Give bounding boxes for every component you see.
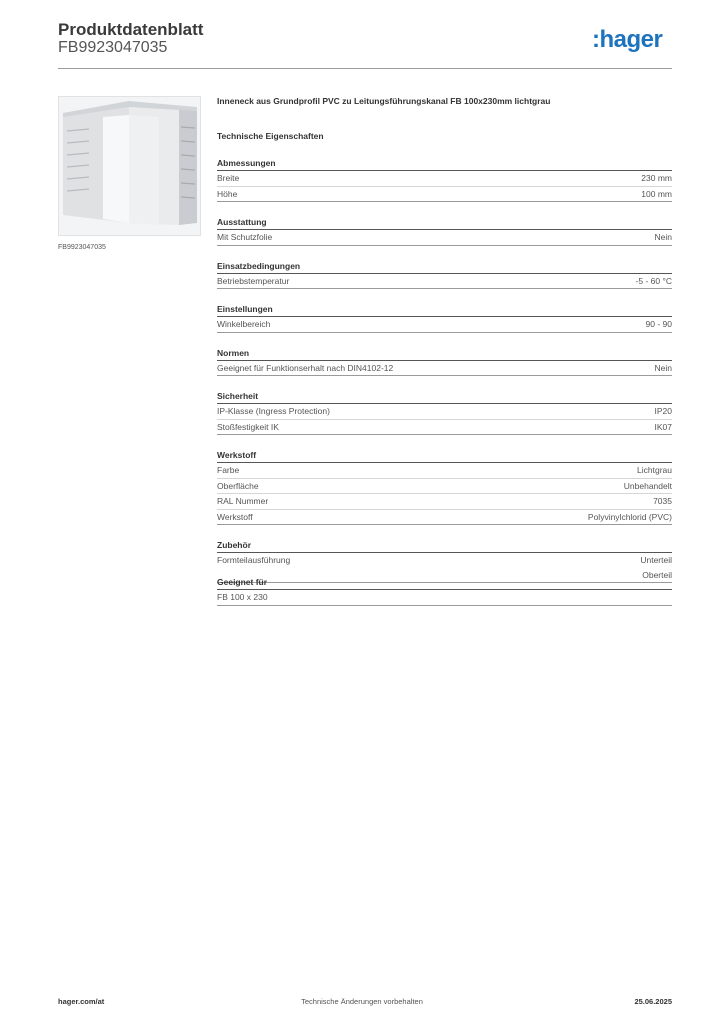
section-standards [217, 348, 672, 377]
section-suitable-for [217, 577, 672, 606]
spec-label: Oberfläche [217, 480, 259, 491]
section-material [217, 450, 672, 525]
spec-row [217, 510, 672, 526]
spec-label: FB 100 x 230 [217, 592, 268, 602]
footer-date: 25.06.2025 [634, 997, 672, 1006]
spec-row [217, 187, 672, 203]
section-title: Geeignet für [217, 577, 672, 590]
spec-row [217, 494, 672, 510]
logo-dots-icon: : [592, 26, 600, 53]
spec-value: 100 mm [641, 188, 672, 199]
spec-value: Nein [654, 232, 672, 242]
section-dimensions [217, 158, 672, 202]
inner-corner-illustration [59, 97, 200, 235]
section-title: Zubehör [217, 540, 672, 553]
section-title: Abmessungen [217, 158, 672, 171]
spec-row [217, 463, 672, 479]
spec-label: IP-Klasse (Ingress Protection) [217, 406, 330, 416]
spec-row [217, 317, 672, 333]
spec-label: Breite [217, 173, 240, 183]
page-title: Produktdatenblatt [58, 20, 204, 39]
spec-label: Farbe [217, 465, 240, 475]
technical-properties-heading: Technische Eigenschaften [217, 131, 324, 141]
logo-text: hager [599, 26, 663, 53]
section-title: Normen [217, 348, 672, 361]
section-title: Einstellungen [217, 304, 672, 317]
spec-label: RAL Nummer [217, 496, 269, 506]
spec-value: IP20 [654, 406, 672, 416]
spec-row [217, 171, 672, 187]
spec-row [217, 590, 672, 606]
spec-value-line: Unterteil [640, 555, 672, 565]
spec-row [217, 230, 672, 246]
spec-value: 7035 [653, 496, 672, 506]
section-safety [217, 391, 672, 435]
spec-value: Lichtgrau [637, 465, 672, 475]
spec-row [217, 361, 672, 377]
product-image [58, 96, 201, 236]
spec-label: Stoßfestigkeit IK [217, 421, 279, 432]
image-caption: FB9923047035 [58, 244, 106, 251]
section-operating-conditions [217, 261, 672, 290]
spec-row [217, 479, 672, 495]
spec-value-line: Oberteil [642, 569, 672, 580]
spec-value: Unbehandelt [623, 480, 672, 491]
spec-value: IK07 [654, 421, 672, 432]
spec-row [217, 420, 672, 436]
section-equipment [217, 217, 672, 246]
footer-website: hager.com/at [58, 997, 105, 1006]
product-number: FB9923047035 [58, 39, 168, 56]
spec-value: 90 - 90 [645, 319, 672, 329]
spec-label: Höhe [217, 188, 238, 199]
section-title: Sicherheit [217, 391, 672, 404]
section-title: Einsatzbedingungen [217, 261, 672, 274]
section-title: Werkstoff [217, 450, 672, 463]
spec-label: Betriebstemperatur [217, 275, 290, 286]
spec-label: Formteilausführung [217, 555, 291, 565]
spec-row [217, 274, 672, 290]
spec-label: Werkstoff [217, 511, 253, 522]
header-divider [58, 68, 672, 69]
spec-label: Mit Schutzfolie [217, 232, 273, 242]
footer-disclaimer: Technische Änderungen vorbehalten [301, 997, 423, 1006]
spec-label: Winkelbereich [217, 319, 271, 329]
spec-value: 230 mm [641, 173, 672, 183]
spec-value: Polyvinylchlorid (PVC) [587, 511, 672, 522]
spec-row [217, 404, 672, 420]
hager-logo [592, 26, 662, 54]
section-settings [217, 304, 672, 333]
specifications [217, 96, 672, 583]
product-description: Inneneck aus Grundprofil PVC zu Leitungsführungskanal FB 100x230mm lichtgrau [217, 96, 551, 106]
section-title: Ausstattung [217, 217, 672, 230]
spec-value: -5 - 60 °C [635, 275, 672, 286]
spec-label: Geeignet für Funktionserhalt nach DIN4102-12 [217, 362, 394, 373]
spec-value: Nein [654, 362, 672, 373]
